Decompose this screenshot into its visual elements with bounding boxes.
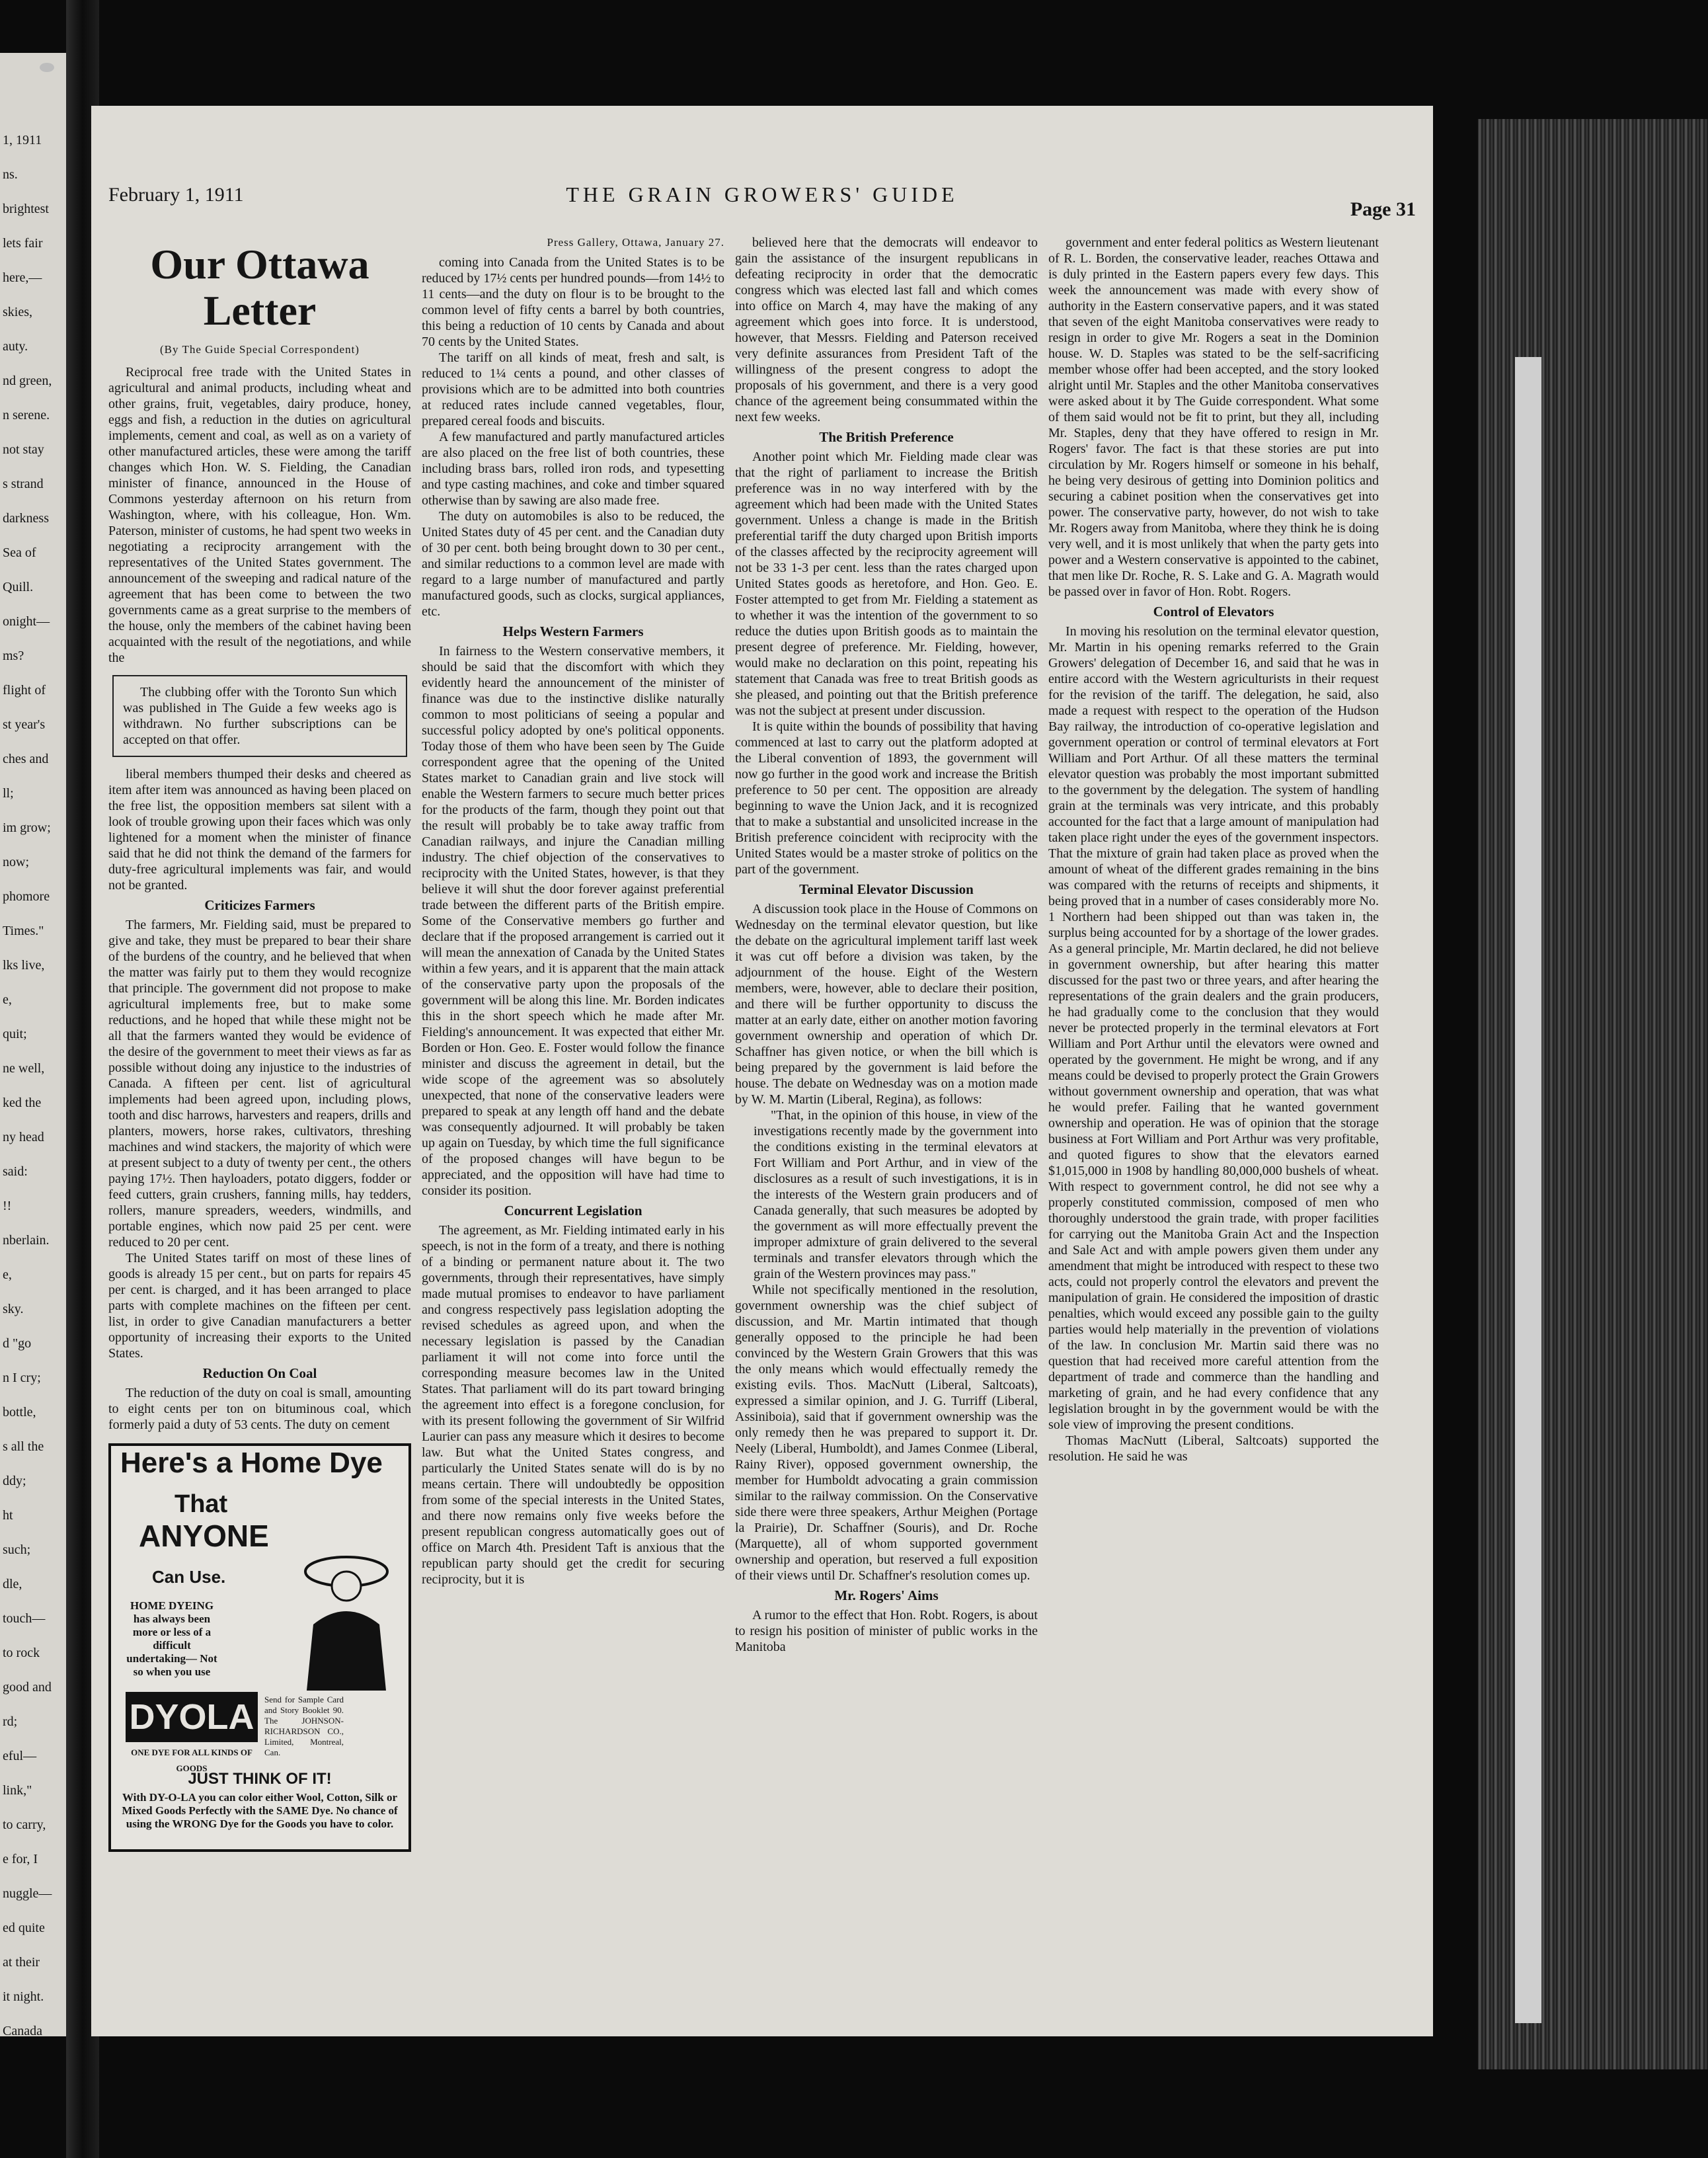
paragraph: The reduction of the duty on coal is small, amounting to eight cents per ton on bituminous coal, which formerly paid a duty of 53 cents. The duty on cement (108, 1386, 411, 1432)
article-title: Our Ottawa Letter (150, 241, 369, 334)
prev-page-fragment: ns. (3, 167, 18, 182)
prev-page-fragment: quit; (3, 1027, 27, 1041)
prev-page-fragment: Quill. (3, 580, 34, 594)
paragraph: The tariff on all kinds of meat, fresh and salt, is reduced to 1¼ cents a pound, and other classes of provisions which are to be admitted into both countries at reduced rates include canned vegetables, flour, prepared cereal foods and biscuits. (422, 350, 724, 428)
subheading: Reduction On Coal (202, 1365, 317, 1381)
column-2 (422, 235, 724, 1587)
prev-page-fragment: rd; (3, 1714, 18, 1729)
prev-page-fragment: ll; (3, 786, 14, 801)
column-1 (108, 235, 411, 1862)
prev-page-fragment: ny head (3, 1130, 44, 1144)
paragraph: government and enter federal politics as Western lieutenant of R. L. Borden, the conservative leader, reaches Ottawa and is duly printed in the Eastern papers every few days. This week the announcement was made with every show of authority in the Eastern conservative papers, and it was stated that seven of the eight Manitoba conservatives were ready to resign in order to give Mr. Rogers a seat in the Dominion house. W. D. Staples was stated to be the self-sacrificing member whose offer had been accepted, and the story looked alright until Mr. Staples and the other Manitoba conservatives were asked about it by The Guide correspondent. What some of them said would not be fit to print, but they all, including Mr. Staples, deny that they have offered to resign in Mr. Rogers' favor. The fact is that these stories are put into circulation by Mr. Rogers himself or someone in his behalf, he being very desirous of getting into Dominion politics and securing a cabinet position when the conservatives get into power. The conservative party, however, do not wish to take Mr. Rogers away from Manitoba, where they think he is doing very well, and it is most unlikely that when the party gets into power and a Western conservative is appointed to the cabinet, that men like Dr. Roche, R. S. Lake and G. A. Magrath would be passed over in favor of Hon. Robt. Rogers. (1048, 235, 1379, 599)
paragraph: Thomas MacNutt (Liberal, Saltcoats) supported the resolution. He said he was (1048, 1433, 1379, 1464)
prev-page-fragment: lks live, (3, 958, 45, 973)
prev-page-fragment: it night. (3, 1989, 44, 2004)
prev-page-fragment: Times." (3, 924, 44, 938)
resolution-quote: "That, in the opinion of this house, in view of the investigations recently made by the government into the conditions existing in the terminal elevators at Fort William and Port Arthur, and in view of the disclosures as a result of such investigations, it is in the interests of the Western grain producers and of Canada generally, that such measures be adopted by the government as will more effectually prevent the improper admixture of grain delivered to the several terminals and transfer elevators through which the grain of the Western provinces may pass." (754, 1108, 1038, 1281)
ad-line: ANYONE (139, 1519, 269, 1553)
prev-page-fragment: nd green, (3, 374, 52, 388)
page-number: Page 31 (1350, 198, 1416, 220)
paragraph: A discussion took place in the House of Commons on Wednesday on the terminal elevator question, but like the debate on the agricultural implement tariff last week it was cut off before a division was taken, by the adjournment of the house. Eight of the Western members, were, however, able to declare their position, and there will be further opportunity to discuss the matter at an early date, either on another motion favoring government ownership and operation of which Dr. Schaffner has given notice, or when the bill which is being prepared by the government is laid before the house. The debate on Wednesday was on a motion made by W. M. Martin (Liberal, Regina), as follows: (735, 902, 1038, 1107)
prev-page-fragment: n I cry; (3, 1371, 41, 1385)
prev-page-fragment: nuggle— (3, 1886, 52, 1901)
subheading: Control of Elevators (1153, 604, 1274, 619)
ad-headline: Here's a Home Dye (120, 1447, 383, 1479)
prev-page-fragment: auty. (3, 339, 28, 354)
binding-light-strip (1515, 357, 1541, 2023)
prev-page-fragment: 1, 1911 (3, 133, 42, 147)
ad-slogan: JUST THINK OF IT! (188, 1770, 332, 1788)
prev-page-fragment: s strand (3, 477, 44, 491)
prev-page-fragment: now; (3, 855, 29, 869)
subheading: Concurrent Legislation (504, 1203, 642, 1219)
prev-page-fragment: at their (3, 1955, 40, 1970)
paragraph: liberal members thumped their desks and cheered as item after item was announced as having been placed on the free list, the opposition members sat silent with a look of trouble growing upon their faces which was only lightened for a moment when the minister of finance said that he did not think the demand of the farmers for duty-free agricultural implements was fair, and would not be granted. (108, 767, 411, 893)
prev-page-fragment: here,— (3, 270, 42, 285)
prev-page-fragment: eful— (3, 1749, 37, 1763)
paragraph: coming into Canada from the United States is to be reduced by 17½ cents per hundred pounds—from 14½ to 11 cents—and the duty on flour is to be brought to the common level of fifty cents a barrel by both countries, this being a reduction of 10 cents by Canada and about 70 cents by the United States. (422, 255, 724, 349)
prev-page-fragment: to rock (3, 1646, 40, 1660)
subheading: Mr. Rogers' Aims (834, 1587, 939, 1603)
dyola-advertisement (108, 1443, 411, 1852)
book-binding-edge (1478, 119, 1708, 2069)
ad-footer: With DY-O-LA you can color either Wool, Cotton, Silk or Mixed Goods Perfectly with the SAME Dye. No chance of using the WRONG Dye for the Goods you have to color. (122, 1791, 398, 1830)
prev-page-fragment: e for, I (3, 1852, 38, 1866)
paragraph: Reciprocal free trade with the United States in agricultural and animal products, including wheat and other grains, fruit, vegetables, dairy produce, honey, eggs and fish, a reduction in the duties on agricultural implements, cement and coal, as well as on a variety of other manufactured articles, these were among the tariff changes which Hon. W. S. Fielding, the Canadian minister of finance, announced in the House of Commons yesterday afternoon on his return from Washington, where, with his colleague, Hon. Wm. Paterson, minister of customs, he had spent two weeks in negotiating a reciprocity arrangement with the representatives of the United States government. The announcement of the sweeping and radical nature of the agreement that has been come to between the two governments came as a great surprise to the members of the house, only the members of the cabinet having been acquainted with the result of the negotiations, and while the (108, 365, 411, 665)
column-3 (735, 235, 1038, 1655)
prev-page-fragment: ches and (3, 752, 49, 766)
prev-page-fragment: e, (3, 992, 12, 1007)
prev-page-fragment: nberlain. (3, 1233, 50, 1248)
subscription-notice: The clubbing offer with the Toronto Sun which was published in The Guide a few weeks ago is withdrawn. No further subscriptions can be accepted on that offer. (112, 675, 407, 757)
prev-page-fragment: ddy; (3, 1474, 26, 1488)
subheading: Terminal Elevator Discussion (799, 881, 974, 897)
prev-page-fragment: flight of (3, 683, 46, 698)
prev-page-fragment: n serene. (3, 408, 50, 422)
paragraph: While not specifically mentioned in the resolution, government ownership was the chief subject of discussion, and Mr. Martin intimated that though generally opposed to the principle he had been convinced by the Western Grain Growers that this was the only means which would effectually remedy the existing evils. Thos. MacNutt (Liberal, Saltcoats), expressed a similar opinion, and J. G. Turriff (Liberal, Assiniboia), said that if government ownership was the only remedy then he was prepared to support it. Dr. Neely (Liberal, Humboldt), and James Conmee (Liberal, Rainy River), opposed government ownership, the member for Humboldt advocating a grain commission similar to the railway commission. On the Conservative side there were three speakers, Arthur Meighen (Portage la Prairie), Dr. Schaffner (Souris), and Dr. Roche (Marquette), all of whom supported government ownership and operation, but reserved a full exposition of their views until Dr. Schaffner's resolution comes up. (735, 1283, 1038, 1583)
prev-page-fragment: bottle, (3, 1405, 36, 1419)
prev-page-fragment: d "go (3, 1336, 32, 1351)
pin-mark (40, 63, 54, 72)
prev-page-fragment: touch— (3, 1611, 46, 1626)
paragraph: The United States tariff on most of these lines of goods is already 15 per cent., but on parts for repairs 45 per cent. is charged, and it has been arranged to place parts with complete machines on the fifteen per cent. list, in order to give Canadian manufacturers a better opportunity of increasing their exports to the United States. (108, 1251, 411, 1361)
prev-page-fragment: !! (3, 1199, 12, 1213)
paragraph: The agreement, as Mr. Fielding intimated early in his speech, is not in the form of a treaty, and there is nothing of a binding or permanent nature about it. The two governments, through their representatives, have simply made mutual promises to endeavor to have parliament and congress respectively pass legislation adopting the revised schedules as agreed upon, and when the necessary legislation is passed by the Canadian parliament it will not come into force until the corresponding measure becomes law in the United States. That parliament will do its part toward bringing the agreement into effect is a foregone conclusion, for with its present following the government of Sir Wilfrid Laurier can pass any measure which it desires to become law. But what the United States congress, and particularly the United States senate will do is by no means certain. There will undoubtedly be opposition from some of the special interests in the United States, and there now remains only five weeks before the present republican congress automatically goes out of office on March 4th. President Taft is anxious that the republican party should get the credit for securing reciprocity, but it is (422, 1223, 724, 1587)
paragraph: In fairness to the Western conservative members, it should be said that the discomfort with which they evidently heard the announcement of the minister of finance was due to the instinctive dislike naturally common to most politicians of seeing a popular and successful policy adopted by one's political opponents. Today those of them who have been seen by The Guide correspondent agree that the opening of the United States market to Canadian grain and live stock will enable the Western farmers to secure much better prices for the products of the farm, though they point out that the result will probably be to take away traffic from Canadian railways, and injure the Canadian milling industry. The chief objection of the conservatives to reciprocity with the United States, however, is that they believe it will shut the door forever against preferential trade between the different parts of the British empire. Some of the Conservative members go further and declare that if the proposed arrangement is carried out it will mean the annexation of Canada by the United States within a few years, and it is apparent that the main attack of the conservative party upon the proposals of the government will be along this line. Mr. Borden indicates this in the short speech which he made after Mr. Fielding's announcement. It was expected that either Mr. Borden or Hon. Geo. E. Foster would follow the finance minister and discuss the agreement in detail, but the wide scope of the agreement was so absolutely unexpected, that none of the conservative leaders were prepared to speak at any length off hand and the debate was consequently adjourned. It will probably be taken up again on Tuesday, by which time the full significance of the proposed changes will have begun to be appreciated, and the opposition will have had time to consider its position. (422, 644, 724, 1198)
prev-page-fragment: onight— (3, 614, 50, 629)
subheading: The British Preference (819, 429, 954, 445)
prev-page-fragment: ed quite (3, 1921, 45, 1935)
logo-tagline: ONE DYE FOR ALL KINDS OF GOODS (131, 1747, 252, 1773)
paragraph: A rumor to the effect that Hon. Robt. Rogers, is about to resign his position of minister of public works in the Manitoba (735, 1608, 1038, 1654)
prev-page-fragment: lets fair (3, 236, 43, 251)
prev-page-fragment: Sea of (3, 545, 36, 560)
prev-page-fragment: skies, (3, 305, 32, 319)
prev-page-fragment: to carry, (3, 1818, 46, 1832)
prev-page-fragment: sky. (3, 1302, 24, 1316)
publication-name: THE GRAIN GROWERS' GUIDE (566, 182, 958, 206)
woman-illustration (293, 1545, 399, 1691)
prev-page-fragment: said: (3, 1164, 28, 1179)
prev-page-fragment: phomore (3, 889, 50, 904)
prev-page-fragment: Canada (3, 2024, 42, 2036)
prev-page-fragment: such; (3, 1542, 31, 1557)
paragraph: A few manufactured and partly manufactured articles are also placed on the free list of both countries, these including brass bars, rolled iron rods, and typesetting and type casting machines, and coke and timber squared otherwise than by sawing are also made free. (422, 430, 724, 508)
paragraph: The duty on automobiles is also to be reduced, the United States duty of 45 per cent. and the Canadian duty of 30 per cent. both being brought down to 30 per cent., and similar reductions to a common level are made with regard to a large number of manufactured and partly manufactured goods, such as clocks, surgical appliances, etc. (422, 509, 724, 619)
prev-page-fragment: darkness (3, 511, 49, 526)
ad-line: That (175, 1490, 228, 1518)
newspaper-page (91, 106, 1433, 2036)
column-4 (1048, 235, 1379, 1464)
paragraph: Another point which Mr. Fielding made clear was that the right of parliament to increase the British preference was in no way interfered with by the agreement which had been made with the United States government. Unless a change is made in the British preferential tariff the duty charged upon British imports of the classes affected by the reciprocity agreement will not be 33 1-3 per cent. less than the rates charged upon United States goods as heretofore, and Hon. Geo. E. Foster attempted to get from Mr. Fielding a statement as to whether it was the intention of the government to so reduce the duties upon British goods as to maintain the present degree of preference. Mr. Fielding, however, would make no declaration on this point, repeating his statement that Canada was free to treat British goods as she pleased, and pointing out that the British preference was not the subject at present under discussion. (735, 450, 1038, 718)
article-byline: (By The Guide Special Correspondent) (160, 343, 360, 356)
prev-page-fragment: st year's (3, 717, 46, 732)
paragraph: believed here that the democrats will endeavor to gain the assistance of the insurgent republicans in defeating reciprocity in order that the democratic congress which was elected last fall and which comes into office on March 4, may have the making of any agreement which goes into force. It is understood, however, that Messrs. Fielding and Paterson received very definite assurances from President Taft of the willingness of the present congress to adopt the proposals of his government, and there is a very good chance of the agreement being consummated within the next few weeks. (735, 235, 1038, 424)
prev-page-fragment: im grow; (3, 820, 51, 835)
issue-date: February 1, 1911 (108, 184, 244, 206)
prev-page-fragment: s all the (3, 1439, 44, 1454)
ad-line: Can Use. (152, 1567, 226, 1587)
prev-page-fragment: ne well, (3, 1061, 45, 1076)
dyola-logo: DYOLA (126, 1692, 258, 1742)
paragraph: In moving his resolution on the terminal elevator question, Mr. Martin in his opening remarks referred to the Grain Growers' delegation of December 16, and said that he was in entire accord with the Western agriculturists in their request for the revision of the tariff. The delegation, he said, also made a request with respect to the operation of the Hudson Bay railway, the introduction of co-operative legislation and government operation or control of terminal elevators at Fort William and Port Arthur. Of all these matters the terminal elevator question was probably the most important submitted to the government by the delegation. The system of handling grain at the terminals was very intricate, and this probably accounted for the fact that a large amount of manipulation had taken place right under the eyes of the government inspectors. That the mixture of grain had taken place as proved when the amount of wheat of the different grades remaining in the bins was compared with the returns of receipts and shipments, it being proved that in a number of cases considerably more No. 1 Northern had been shipped out than was taken in, the surplus being accounted for by a shortage of the lower grades. As a general principle, Mr. Martin declared, he did not believe in government ownership, but after hearing this matter discussed for the past two or three years, and after hearing the representations of the grain dealers and the grain producers, he had gradually come to the conclusion that they would never be protected properly in the terminal elevators at Fort William and Port Arthur until the elevators were owned and operated by the government. He might be wrong, and if any means could be devised to properly protect the Grain Growers without government ownership and operation, that was what he would prefer. Failing that he wanted government ownership and operation. He was of opinion that the storage business at Fort William and Port Arthur was very profitable, and quoted figures to show that the elevators earned $1,015,000 in 1908 by handling 80,000,000 bushels of wheat. With respect to government control, he did not see why a properly constituted commission, composed of men who thoroughly understood the grain trade, with proper facilities for carrying out the Manitoba Grain Act and the Inspection and Sale Act and with ample powers given them under any amendment that might be introduced with respect to these two acts, could not properly control the elevators and prevent the manipulation of grain. He considered the imposition of drastic penalties, which would exceed any possible gain to the guilty parties would help materially in the prevention of violations of the law. In conclusion Mr. Martin said there was no question that had received more careful attention from the department of trade and commerce than the handling and marketing of grain, and he had every confidence that any legislation brought in by the government would be with the sole view of improving the present conditions. (1048, 624, 1379, 1432)
prev-page-fragment: ms? (3, 649, 24, 663)
ad-body: HOME DYEING has always been more or less of a difficult undertaking— Not so when you use (126, 1599, 217, 1678)
prev-page-fragment: ht (3, 1508, 13, 1523)
article-dateline: Press Gallery, Ottawa, January 27. (547, 236, 724, 249)
prev-page-fragment: link," (3, 1783, 32, 1798)
ad-sample-offer: Send for Sample Card and Story Booklet 90. The JOHNSON-RICHARDSON CO., Limited, Montreal, Can. (264, 1695, 344, 1757)
prev-page-fragment: e, (3, 1267, 12, 1282)
subheading: Helps Western Farmers (502, 623, 644, 639)
paragraph: It is quite within the bounds of possibility that having commenced at last to carry out the platform adopted at the Liberal convention of 1893, the government will now go further in the good work and increase the British preference to 50 per cent. The opposition are already beginning to wave the Union Jack, and it is recognized that to make a substantial and unsolicited increase in the British preference coincident with reciprocity with the United States would be a master stroke of politics on the part of the government. (735, 719, 1038, 877)
prev-page-fragment: good and (3, 1680, 52, 1695)
subheading: Criticizes Farmers (204, 897, 315, 913)
prev-page-fragment: brightest (3, 202, 49, 216)
prev-page-fragment: not stay (3, 442, 44, 457)
paragraph: The farmers, Mr. Fielding said, must be prepared to give and take, they must be prepared to bear their share of the burdens of the country, and he believed that when the matter was fairly put to them they would recognize that principle. The government did not propose to make agricultural implements free, but to make some reductions, and he hoped that while these might not be all that the farmers wanted they would be evidence of the desire of the government to meet their views as far as possible without doing any injustice to the industries of Canada. A fifteen per cent. list of agricultural implements had been agreed upon, including plows, tooth and disc harrows, harvesters and reapers, drills and planters, mowers, horse rakes, cultivators, threshing machines and wind stackers, the majority of which were at present subject to a duty of twenty per cent., the others paying 17½. Then hayloaders, potato diggers, fodder or feed cutters, grain crushers, fanning mills, hay tedders, rollers, manure spreaders, weeders, windmills, and portable engines, which now paid 25 per cent. were reduced to 20 per cent. (108, 918, 411, 1250)
prev-page-fragment: dle, (3, 1577, 22, 1591)
prev-page-fragment: ked the (3, 1096, 42, 1110)
